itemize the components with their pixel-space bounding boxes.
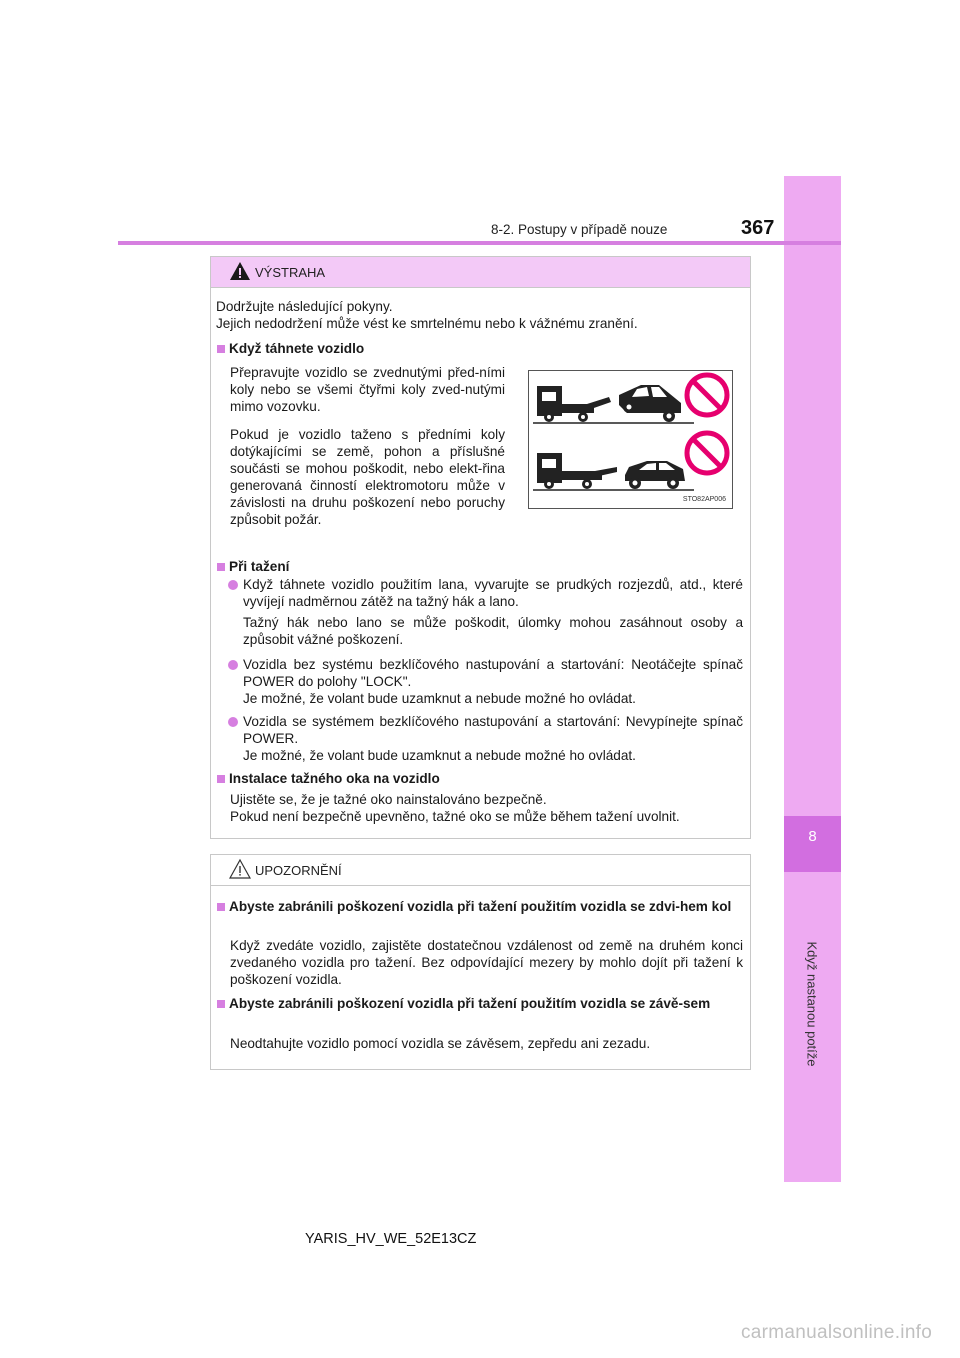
section-square-bullet — [217, 903, 225, 911]
figure-code: STO82AP006 — [682, 496, 726, 503]
towing-eye-line-2: Pokud není bezpečně upevněno, tažné oko se může během tažení uvolnit. — [230, 809, 680, 824]
section-heading-towing: Když táhnete vozidlo — [229, 341, 365, 356]
towing-illustration — [529, 371, 732, 508]
towing-bullet-1-line-2: Tažný hák nebo lano se může poškodit, úlomky mohou zasáhnout osoby a způsobit vážné poškození. — [243, 615, 743, 647]
towing-figure — [528, 370, 733, 509]
caution-header — [211, 855, 750, 886]
caution-text-wheel-lift: Když zvedáte vozidlo, zajistěte dostatečnou vzdálenost od země na druhém konci zvedaného vozidla pro tažení. Bez odpovídající mezery by mohlo dojít při tažení k poškození vozidla. — [230, 938, 743, 987]
prohibited-icon — [687, 433, 727, 473]
round-bullet — [228, 717, 238, 727]
watermark-site: carmanualsonline.info — [741, 1322, 933, 1343]
warning-header — [211, 257, 750, 288]
towing-bullet-2-line-1: Vozidla bez systému bezklíčového nastupování a startování: Neotáčejte spínač POWER do polohy "LOCK". — [243, 657, 743, 689]
car-icon — [619, 385, 681, 422]
car-icon — [625, 461, 685, 489]
towing-bullet-1-line-1: Když táhnete vozidlo použitím lana, vyvarujte se prudkých rozjezdů, atd., které vyvíjejí nadměrnou zátěž na tažný hák a lano. — [243, 577, 743, 609]
section-heading-towing-eye: Instalace tažného oka na vozidlo — [229, 771, 440, 786]
towing-bullet-3-line-1: Vozidla se systémem bezklíčového nastupování a startování: Nevypínejte spínač POWER. — [243, 714, 743, 746]
caution-text-sling: Neodtahujte vozidlo pomocí vozidla se závěsem, zepředu ani zezadu. — [230, 1036, 651, 1051]
header-rule — [118, 241, 841, 245]
section-square-bullet — [217, 345, 225, 353]
warning-triangle-icon — [229, 260, 251, 282]
towing-paragraph-1: Přepravujte vozidlo se zvednutými před-ními koly nebo se všemi čtyřmi koly zved-nutými mimo vozovku. — [230, 365, 505, 414]
section-heading-during-towing: Při tažení — [229, 559, 290, 574]
chapter-title: Když nastanou potíže — [804, 941, 820, 1067]
caution-triangle-icon — [229, 858, 251, 880]
towing-eye-line-1: Ujistěte se, že je tažné oko nainstalováno bezpečně. — [230, 792, 547, 807]
section-square-bullet — [217, 563, 225, 571]
warning-intro-1: Dodržujte následující pokyny. — [216, 299, 393, 314]
warning-intro-2: Jejich nedodržení může vést ke smrtelnému nebo k vážnému zranění. — [216, 316, 638, 331]
warning-title: VÝSTRAHA — [255, 265, 326, 280]
document-code: YARIS_HV_WE_52E13CZ — [305, 1231, 477, 1247]
towing-paragraph-2: Pokud je vozidlo taženo s předními koly dotýkajícími se země, pohon a příslušné součásti se mohou poškodit, nebo elekt-řina generovaná činností elektromotoru může v závislosti na druhu poškození nebo poruchy způsobit požár. — [230, 427, 505, 527]
caution-title: UPOZORNĚNÍ — [255, 863, 342, 878]
section-square-bullet — [217, 1000, 225, 1008]
caution-heading-sling: Abyste zabránili poškození vozidla při tažení použitím vozidla se závě-sem — [229, 996, 711, 1011]
section-square-bullet — [217, 775, 225, 783]
tow-truck-icon — [537, 386, 611, 422]
towing-bullet-3-line-2: Je možné, že volant bude uzamknut a nebude možné ho ovládat. — [243, 748, 636, 763]
chapter-number: 8 — [808, 828, 817, 845]
towing-bullet-2-line-2: Je možné, že volant bude uzamknut a nebude možné ho ovládat. — [243, 691, 636, 706]
round-bullet — [228, 660, 238, 670]
round-bullet — [228, 580, 238, 590]
caution-heading-wheel-lift: Abyste zabránili poškození vozidla při tažení použitím vozidla se zdvi-hem kol — [229, 899, 732, 914]
tow-truck-icon — [537, 453, 617, 489]
section-title: 8-2. Postupy v případě nouze — [491, 222, 668, 237]
prohibited-icon — [687, 375, 727, 415]
page-number: 367 — [741, 217, 775, 239]
